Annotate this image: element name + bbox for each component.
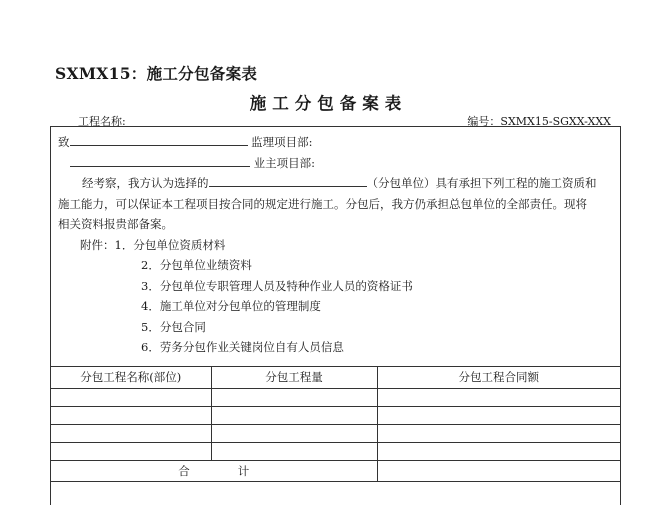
paragraph-text-1a: 经考察，我方认为选择的 xyxy=(82,176,209,190)
addressee-blank-1[interactable] xyxy=(70,132,248,146)
paragraph-line-2: 施工能力，可以保证本工程项目按合同的规定进行施工。分包后，我方仍承担总包单位的全部责任。现将 xyxy=(58,196,587,211)
table-row xyxy=(51,442,620,460)
attachment-item: 2．分包单位业绩资料 xyxy=(141,258,252,272)
to-prefix: 致 xyxy=(58,135,70,149)
addressee-supervision-line xyxy=(58,132,614,153)
owner-dept-label: 业主项目部: xyxy=(253,155,316,170)
table-cell[interactable] xyxy=(377,424,620,442)
table-cell[interactable] xyxy=(211,442,377,460)
document-heading: SXMX15：施工分包备案表 xyxy=(55,64,258,83)
column-header-quantity: 分包工程量 xyxy=(211,367,377,389)
form-body xyxy=(58,132,614,358)
table-cell[interactable] xyxy=(51,442,211,460)
table-cell[interactable] xyxy=(211,406,377,424)
filing-form xyxy=(50,126,621,505)
attachment-item: 6．劳务分包作业关键岗位自有人员信息 xyxy=(141,340,344,354)
table-cell[interactable] xyxy=(211,424,377,442)
table-cell[interactable] xyxy=(377,388,620,406)
project-name-label: 工程名称: xyxy=(78,115,126,128)
table-cell[interactable] xyxy=(51,388,211,406)
subcontractor-blank[interactable] xyxy=(209,173,367,187)
form-title: 施工分包备案表 xyxy=(249,94,408,113)
column-header-work-name: 分包工程名称(部位) xyxy=(51,367,211,389)
supervision-dept-label: 监理项目部: xyxy=(251,135,313,149)
table-row xyxy=(51,388,620,406)
attachment-item: 1．分包单位资质材料 xyxy=(114,237,226,252)
attachment-item: 5．分包合同 xyxy=(141,319,206,334)
paragraph-text-1b: （分包单位）具有承担下列工程的施工资质和 xyxy=(366,176,597,190)
attachment-row-1 xyxy=(58,235,614,256)
table-cell[interactable] xyxy=(377,406,620,424)
total-amount-cell[interactable] xyxy=(377,460,620,482)
total-label: 合计 xyxy=(51,460,377,482)
paragraph-line-1 xyxy=(58,173,614,194)
addressee-blank-2[interactable] xyxy=(70,153,250,167)
column-header-contract-amount: 分包工程合同额 xyxy=(377,367,620,389)
table-cell[interactable] xyxy=(211,388,377,406)
table-total-row xyxy=(51,460,620,482)
table-cell[interactable] xyxy=(51,406,211,424)
table-cell[interactable] xyxy=(51,424,211,442)
form-number: 编号：SXMX15-SGXX-XXX xyxy=(467,115,611,128)
addressee-owner-line xyxy=(58,153,614,174)
attachment-item: 3．分包单位专职管理人员及特种作业人员的资格证书 xyxy=(141,278,413,293)
attachments-label: 附件： xyxy=(80,237,115,252)
table-row xyxy=(51,424,620,442)
table-cell[interactable] xyxy=(377,442,620,460)
table-header-row xyxy=(51,367,620,389)
attachment-item: 4．施工单位对分包单位的管理制度 xyxy=(141,299,321,313)
paragraph-line-3: 相关资料报贵部备案。 xyxy=(58,217,173,231)
table-row xyxy=(51,406,620,424)
subcontract-table xyxy=(51,366,620,482)
